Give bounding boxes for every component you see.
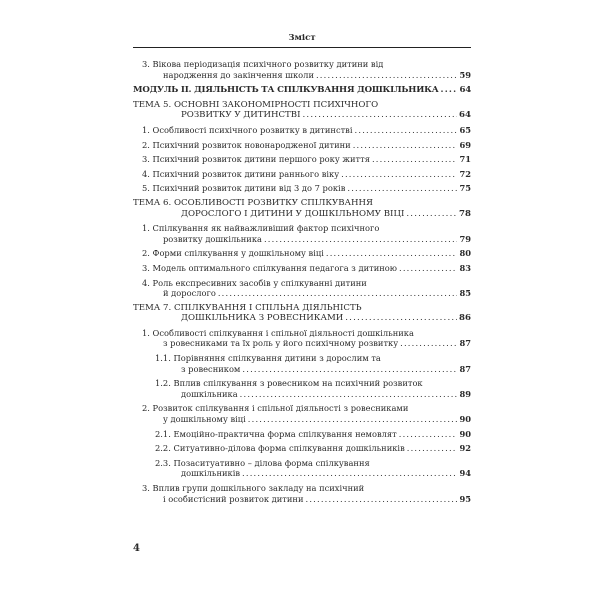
dot-leader [242,364,457,375]
toc-entry-title: 2.3. Позаситуативно – ділова форма спілкування [155,457,370,468]
toc-entry-title: ТЕМА 5. ОСНОВНІ ЗАКОНОМІРНОСТІ ПСИХІЧНОГО [133,99,379,110]
toc-page-number: 87 [459,363,471,374]
toc-page-number: 69 [459,139,471,150]
toc-entry-title: 2. Психічний розвиток новонародженої дитини [142,139,351,150]
toc-entry-row [142,338,471,349]
toc-page-number: 64 [459,110,471,121]
toc-page-number: 75 [459,183,471,194]
toc-entry-row [142,494,471,505]
toc-page-number: 79 [459,233,471,244]
toc-entry-title-continued: розвитку дошкільника [163,233,262,244]
running-header: Зміст [288,33,316,43]
toc-entry-title: 3. Психічний розвиток дитини першого року життя [142,154,370,165]
toc-subitem[interactable] [133,429,471,440]
toc-item[interactable] [133,154,471,165]
toc-entry-title-continued: дошкільника [181,388,238,399]
toc-entry-title: 2.1. Емоційно-практична форма спілкування немовлят [155,428,397,439]
toc-page-number: 92 [459,443,471,454]
toc-entry-title-continued: з ровесником [181,363,241,374]
dot-leader [355,125,458,136]
header-rule [133,47,471,48]
dot-leader [326,248,458,259]
dot-leader [347,183,457,194]
toc-entry-row [133,85,471,96]
toc-entry-row [142,140,471,151]
toc-entry-row [142,183,471,194]
toc-page-number: 83 [459,262,471,273]
toc-page-number: 64 [459,85,471,96]
toc-item[interactable] [133,403,471,424]
toc-entry-title-continued: й дорослого [163,288,216,299]
toc-page-number: 89 [459,388,471,399]
toc-entry-row [155,429,471,440]
dot-leader [399,429,458,440]
toc-item[interactable] [133,140,471,151]
toc-entry-title: 1. Особливості психічного розвитку в дитинстві [142,124,353,135]
dot-leader [305,494,457,505]
toc-item[interactable] [133,125,471,136]
dot-leader [242,468,457,479]
toc-entry-row [142,248,471,259]
toc-entry-title: ТЕМА 7. СПІЛКУВАННЯ І СПІЛЬНА ДІЯЛЬНІСТЬ [133,302,362,313]
toc-page-number: 94 [459,468,471,479]
toc-item[interactable] [133,483,471,504]
toc-page-number: 65 [459,124,471,135]
toc-entry-row [155,443,471,454]
toc-entry-title-continued: з ровесниками та їх роль у його психічному розвитку [163,338,399,349]
toc-entry-row [155,364,471,375]
toc-page-number: 90 [459,414,471,425]
toc-entry-row [133,313,471,324]
toc-entry-row [142,154,471,165]
toc-entry-title: 2. Форми спілкування у дошкільному віці [142,248,324,259]
dot-leader [406,209,457,220]
dot-leader [264,234,457,245]
page-number: 4 [133,543,140,554]
toc-entry-row [142,414,471,425]
dot-leader [218,288,458,299]
toc-entry-title-continued: РОЗВИТКУ У ДИТИНСТВІ [181,110,301,121]
toc-entry-row [133,110,471,121]
toc-subitem[interactable] [133,378,471,399]
toc-entry-title: 3. Модель оптимального спілкування педагога з дитиною [142,262,397,273]
toc-entry-title-continued: і особистісний розвиток дитини [163,493,304,504]
toc-entry-title-continued: дошкільників [181,468,241,479]
toc-module[interactable] [133,85,471,96]
dot-leader [302,110,457,121]
toc-theme[interactable] [133,198,471,219]
toc-entry-title: ТЕМА 6. ОСОБЛИВОСТІ РОЗВИТКУ СПІЛКУВАННЯ [133,197,373,208]
toc-entry-title: МОДУЛЬ ІІ. ДІЯЛЬНІСТЬ ТА СПІЛКУВАННЯ ДОШКІЛЬНИКА [133,85,439,96]
toc-page-number: 71 [459,154,471,165]
toc-entry-row [142,70,471,81]
toc-item[interactable] [133,169,471,180]
dot-leader [400,338,457,349]
toc-page-number: 78 [459,208,471,219]
toc-entry-title: 2.2. Ситуативно-ділова форма спілкування дошкільників [155,443,405,454]
dot-leader [240,389,458,400]
toc-subitem[interactable] [133,353,471,374]
toc-entry-row [155,389,471,400]
toc-entry-title: 1. Спілкування як найважливіший фактор психічного [142,223,380,234]
toc-item[interactable] [133,263,471,274]
toc-theme[interactable] [133,100,471,121]
dot-leader [441,85,458,96]
toc-entry-title-continued: у дошкільному віці [163,414,246,425]
dot-leader [407,443,458,454]
toc-page-number: 80 [459,248,471,259]
toc-item[interactable] [133,328,471,349]
dot-leader [316,70,457,81]
toc-page-number: 86 [459,313,471,324]
toc-subitem[interactable] [133,443,471,454]
toc-entry-row [142,263,471,274]
toc-item[interactable] [133,59,471,80]
toc-page-number: 90 [459,428,471,439]
toc-page-number: 72 [459,168,471,179]
toc-entry-title: 1. Особливості спілкування і спільної діяльності дошкільника [142,327,414,338]
dot-leader [341,169,457,180]
toc-entry-row [142,169,471,180]
toc-entry-row [133,209,471,220]
toc-entry-title: 5. Психічний розвиток дитини від 3 до 7 років [142,183,346,194]
toc-entry-row [142,288,471,299]
dot-leader [353,140,458,151]
toc-entry-row [142,125,471,136]
dot-leader [345,313,457,324]
toc-entry-title-continued: ДОРОСЛОГО І ДИТИНИ У ДОШКІЛЬНОМУ ВІЦІ [181,208,405,219]
toc-entry-title: 1.1. Порівняння спілкування дитини з дорослим та [155,353,381,364]
toc-entry-title-continued: ДОШКІЛЬНИКА З РОВЕСНИКАМИ [181,313,344,324]
toc-subitem[interactable] [133,458,471,479]
toc-entry-row [142,234,471,245]
toc-item[interactable] [133,278,471,299]
toc-entry-title: 1.2. Вплив спілкування з ровесником на психічний розвиток [155,378,423,389]
toc-entry-title: 4. Роль експресивних засобів у спілкуванні дитини [142,277,367,288]
toc-item[interactable] [133,248,471,259]
toc-entry-title: 2. Розвиток спілкування і спільної діяльності з ровесниками [142,403,409,414]
toc-entry-title: 3. Вікова періодизація психічного розвитку дитини від [142,59,384,69]
dot-leader [372,154,458,165]
toc-item[interactable] [133,223,471,244]
toc-page-number: 87 [459,338,471,349]
toc-entry-title-continued: народження до закінчення школи [163,69,314,80]
dot-leader [399,263,457,274]
toc-entry-row [155,468,471,479]
table-of-contents [133,53,471,504]
dot-leader [248,414,458,425]
toc-theme[interactable] [133,303,471,324]
toc-page-number: 85 [459,288,471,299]
toc-page-number: 95 [459,493,471,504]
toc-entry-title: 4. Психічний розвиток дитини раннього віку [142,168,340,179]
toc-entry-title: 3. Вплив групи дошкільного закладу на психічний [142,483,365,493]
toc-page-number: 59 [459,69,471,80]
toc-item[interactable] [133,183,471,194]
